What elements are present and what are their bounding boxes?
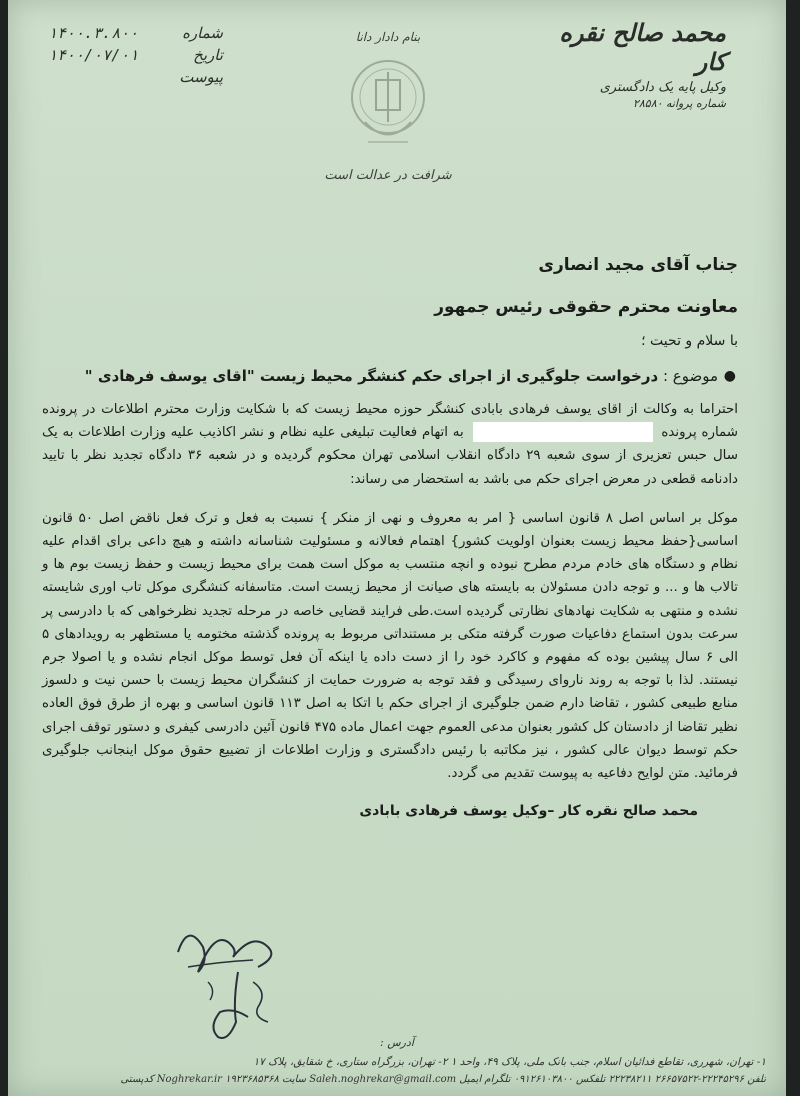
paragraph-intro-part1: احتراما به وکالت از اقای یوسف فرهادی بابادی کنشگر حوزه محیط زیست که با شکایت وزارت محترم اطلاعات در پرونده شماره پرونده bbox=[42, 402, 738, 441]
number-label: شماره bbox=[182, 24, 223, 42]
lawyer-title: وکیل پایه یک دادگستری bbox=[599, 80, 726, 95]
reference-block bbox=[48, 22, 223, 88]
letter-body bbox=[42, 250, 738, 823]
letter-footer bbox=[28, 1036, 766, 1089]
letter-page bbox=[8, 0, 786, 1096]
lawyer-header bbox=[526, 18, 726, 110]
office-address: ۱- تهران، شهرری، تقاطع فدائیان اسلام، جنب بانک ملی، پلاک ۴۹، واحد ۱ ۲- تهران، بزرگراه ستاری، خ شقایق، پلاک ۱۷ bbox=[253, 1056, 766, 1068]
address-label: آدرس : bbox=[380, 1036, 414, 1049]
license-number: شماره پروانه ۲۸۵۸۰ bbox=[632, 97, 726, 110]
greeting: با سلام و تحیت ؛ bbox=[641, 333, 738, 349]
attachment-row bbox=[48, 66, 223, 88]
date-label: تاریخ bbox=[193, 46, 223, 64]
paragraph-intro-part2: به اتهام فعالیت تبلیغی علیه نظام و نشر اکاذیب علیه وزارت اطلاعات به یک سال حبس تعزیری از سوی شعبه ۲۹ دادگاه انقلاب اسلامی تهران محکوم گردیده و در شعبه ۳۶ دادگاه تجدید نظر با تایید دادنامه قطعی در معرض اجرای حکم می باشد به استحضار می رساند: bbox=[42, 425, 738, 487]
subject-text: درخواست جلوگیری از اجرای حکم کنشگر محیط زیست "اقای یوسف فرهادی " bbox=[84, 367, 659, 385]
judiciary-emblem-icon bbox=[343, 52, 433, 162]
emblem-motto: شرافت در عدالت است bbox=[324, 168, 452, 183]
signer-line: محمد صالح نقره کار –وکیل یوسف فرهادی بابادی bbox=[359, 803, 698, 820]
paragraph-main: موکل بر اساس اصل ۸ قانون اساسی { امر به معروف و نهی از منکر } نسبت به فعل و ترک فعل ناقض اصل ۵۰ قانون اساسی{حفظ محیط زیست بعنوان اولویت کشور} اهتمام فعالانه و مسئولیت شناسانه داشته و هیچ داعی برای اقدام علیه نظام و دستگاه های خادم مردم مطرح نبوده و انچه منتسب به موکل است همت برای محیط زیست و حفظ زیست بوم ها و تالاب ها و ... و توجه دادن مسئولان به بایسته های صیانت از محیط زیست است. متاسفانه کنشگری موکل تاب اوری شایسته نشده و منتهی به شکایت نهادهای نظارتی گردیده است.طی فرایند قضایی خاصه در مرحله تجدید نظرخواهی که با دادرسی پر سرعت بدون استماع دفاعیات صورت گرفته متکی بر مستنداتی مربوط به پرونده گذشته مختومه یا مستظهر به رویدادهای ۵ الی ۶ سال پیشین بوده که مفهوم و کاکرد خود را از دست داده یا اینکه آن فعل توسط موکل انجام نشده و یا اصولا جرم نیستند. لذا با توجه به روند ناروای رسیدگی و فقد توجه به ضرورت حمایت از کنشگران محیط زیست با حسن نیت و دلسوز منابع طبیعی کشور ، تقاضا دارم ضمن جلوگیری از اجرای حکم با اتکا به اصل ۱۱۳ قانون اساسی و بهره از طرق فوق العاده نظیر تقاضا از دادستان کل کشور بعنوان مدعی العموم جهت اعمال ماده ۴۷۵ قانون آئین دادرسی کیفری و دستور توقف اجرای حکم توسط دیوان عالی کشور ، نیز مکاتبه با رئیس دادگستری و وزارت اطلاعات از تضییع حقوق موکل اینجانب جلوگیری فرمائید. متن لوایح دفاعیه به پیوست تقدیم می گردد. bbox=[42, 510, 739, 782]
letterhead-center bbox=[318, 30, 458, 183]
paragraph-intro bbox=[42, 398, 738, 491]
invocation-title: بنام دادار دانا bbox=[355, 30, 421, 44]
date-value: ۱۴۰۰/۰۷/۰۱ bbox=[48, 46, 139, 64]
subject-label: موضوع : bbox=[662, 367, 718, 385]
attachment-label: پیوست bbox=[179, 68, 223, 86]
lawyer-name: محمد صالح نقره کار bbox=[559, 18, 726, 76]
date-row bbox=[48, 44, 223, 66]
number-value: ۱۴۰۰.۳.۸۰۰ bbox=[48, 24, 139, 42]
number-row bbox=[48, 22, 223, 44]
addressee-name: جناب آقای مجید انصاری bbox=[538, 255, 738, 275]
redacted-case-number bbox=[473, 422, 653, 442]
subject-line bbox=[42, 364, 738, 388]
addressee-title: معاونت محترم حقوقی رئیس جمهور bbox=[434, 297, 738, 317]
bullet-icon: ● bbox=[723, 368, 736, 384]
contact-info: تلفن ۲۲۲۴۵۲۹۶-۲۶۶۵۷۵۲۲ ۲۲۲۳۸۲۱۱ تلفکس ۰۹۱۲۶۱۰۳۸۰۰ تلگرام ایمیل Saleh.noghrekar@gmail.com سایت Noghrekar.ir ۱۹۲۳۶۸۵۳۶۸ کدپستی bbox=[120, 1074, 766, 1085]
